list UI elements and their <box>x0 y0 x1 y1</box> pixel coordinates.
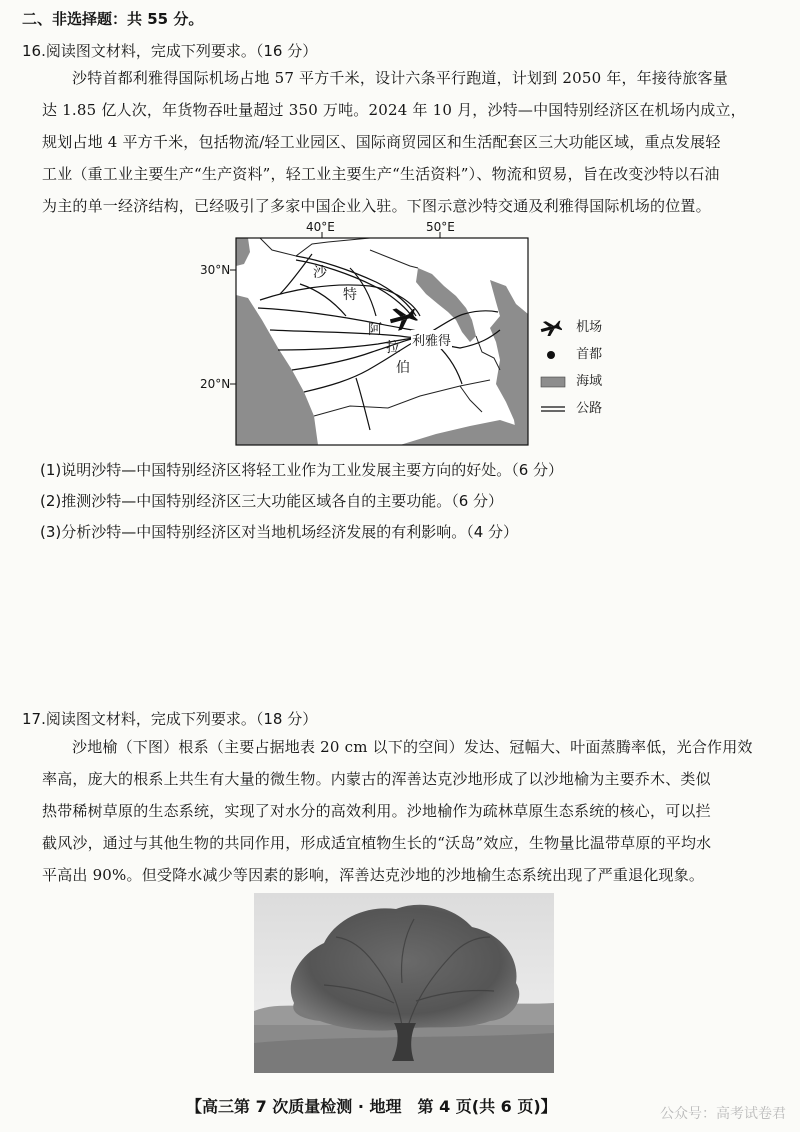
map-country-char: 拉 <box>386 340 400 356</box>
lon-label-40: 40°E <box>306 220 335 234</box>
q17-para-line: 截风沙，通过与其他生物的共同作用，形成适宜植物生长的“沃岛”效应，生物量比温带草原的平均水 <box>42 834 712 852</box>
q16-header: 16.阅读图文材料，完成下列要求。（16 分） <box>22 42 318 60</box>
q16-para-line: 规划占地 4 平方千米，包括物流/轻工业园区、国际商贸园区和生活配套区三大功能区域，重点发展轻 <box>42 133 721 151</box>
capital-label: 利雅得 <box>411 330 452 349</box>
q16-para-line: 为主的单一经济结构，已经吸引了多家中国企业入驻。下图示意沙特交通及利雅得国际机场的位置。 <box>42 197 711 215</box>
legend-item-airport <box>540 316 602 336</box>
sand-elm-photo <box>254 893 554 1073</box>
q17-para-line: 率高，庞大的根系上共生有大量的微生物。内蒙古的浑善达克沙地形成了以沙地榆为主要乔木、类似 <box>42 770 711 788</box>
q16-para-line: 工业（重工业主要生产“生产资料”，轻工业主要生产“生活资料”）、物流和贸易，旨在改变沙特以石油 <box>42 165 720 183</box>
legend-item-capital <box>540 343 602 363</box>
sea-swatch-icon <box>540 375 566 389</box>
lon-label-50: 50°E <box>426 220 455 234</box>
section-title: 二、非选择题：共 55 分。 <box>22 10 204 28</box>
q17-para-line: 热带稀树草原的生态系统，实现了对水分的高效利用。沙地榆作为疏林草原生态系统的核心，可以拦 <box>42 802 711 820</box>
capital-dot-icon <box>540 347 562 363</box>
page-footer: 【高三第 7 次质量检测 · 地理 第 4 页(共 6 页)】 <box>186 1097 557 1116</box>
road-line-icon <box>540 402 566 416</box>
map-legend <box>540 316 640 426</box>
q16-subquestion-2: (2)推测沙特—中国特别经济区三大功能区域各自的主要功能。（6 分） <box>40 492 504 510</box>
airport-icon <box>540 320 562 336</box>
legend-label: 首都 <box>576 347 603 362</box>
legend-label: 公路 <box>576 401 603 416</box>
legend-item-road <box>540 397 602 416</box>
q17-paragraph <box>42 731 782 891</box>
q17-para-line: 沙地榆（下图）根系（主要占据地表 20 cm 以下的空间）发达、冠幅大、叶面蒸腾率低，光合作用效 <box>72 738 753 756</box>
map-country-char: 特 <box>343 287 357 303</box>
legend-label: 机场 <box>576 320 603 335</box>
lat-label-20: 20°N <box>200 377 231 391</box>
q16-paragraph <box>42 62 782 222</box>
q17-header: 17.阅读图文材料，完成下列要求。（18 分） <box>22 710 318 728</box>
q16-subquestion-1: (1)说明沙特—中国特别经济区将轻工业作为工业发展主要方向的好处。（6 分） <box>40 461 564 479</box>
watermark: 公众号：高考试卷君 <box>660 1106 786 1122</box>
q16-para-line: 沙特首都利雅得国际机场占地 57 平方千米，设计六条平行跑道，计划到 2050 年，年接待旅客量 <box>72 69 728 87</box>
legend-label: 海域 <box>576 374 603 389</box>
map-country-char: 伯 <box>396 360 410 376</box>
legend-item-sea <box>540 370 602 389</box>
q17-para-line: 平高出 90%。但受降水减少等因素的影响，浑善达克沙地的沙地榆生态系统出现了严重退化现象。 <box>42 866 705 884</box>
lat-label-30: 30°N <box>200 263 231 277</box>
map-country-char: 沙 <box>313 265 327 281</box>
q16-para-line: 达 1.85 亿人次，年货物吞吐量超过 350 万吨。2024 年 10 月，沙特—中国特别经济区在机场内成立， <box>42 101 746 119</box>
tree-image <box>254 893 554 1073</box>
map-country-char: 阿 <box>368 322 382 338</box>
saudi-map-figure <box>200 220 640 450</box>
q16-subquestion-3: (3)分析沙特—中国特别经济区对当地机场经济发展的有利影响。（4 分） <box>40 523 519 541</box>
